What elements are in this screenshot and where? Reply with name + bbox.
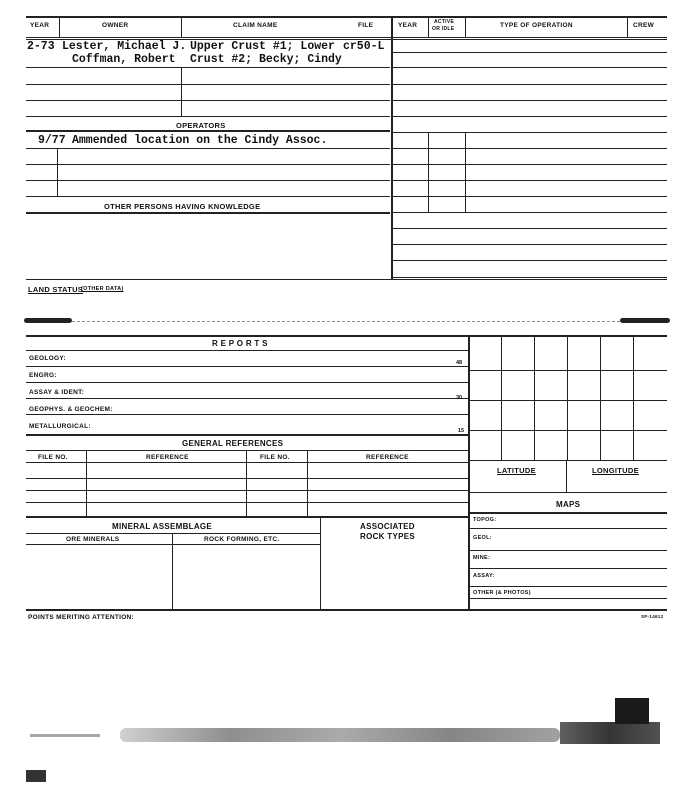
ref-header-file-2: FILE NO.	[260, 454, 290, 461]
report-metallurgical: METALLURGICAL:	[29, 423, 91, 430]
operators-date: 9/77	[38, 134, 66, 147]
header-type-of-operation: TYPE OF OPERATION	[500, 22, 573, 29]
scan-smudge-right	[620, 318, 670, 323]
entry-file: cr50-L	[343, 40, 385, 53]
report-geophys: GEOPHYS. & GEOCHEM:	[29, 406, 113, 413]
rock-forming-header: ROCK FORMING, ETC.	[204, 536, 280, 543]
report-geophys-num: 30	[456, 395, 463, 401]
report-engrg-num: 48	[456, 360, 463, 366]
entry-claim-1: Upper Crust #1; Lower	[190, 40, 335, 53]
maps-topog: TOPOG:	[473, 517, 497, 523]
maps-geol: GEOL:	[473, 535, 492, 541]
land-status-subtitle: (OTHER DATA)	[81, 286, 124, 292]
maps-mine: MINE:	[473, 555, 491, 561]
header-crew: CREW	[633, 22, 655, 29]
entry-year: 2-73	[27, 40, 55, 53]
form-number: SP-14612	[641, 614, 664, 619]
other-persons-title: OTHER PERSONS HAVING KNOWLEDGE	[104, 202, 261, 211]
scan-smudge-left	[24, 318, 72, 323]
header-year: YEAR	[30, 22, 50, 29]
rock-types-label: ROCK TYPES	[360, 532, 416, 541]
ref-header-file-1: FILE NO.	[38, 454, 68, 461]
latitude-label: LATITUDE	[497, 466, 536, 475]
operators-text: Ammended location on the Cindy Assoc.	[72, 134, 328, 147]
maps-assay: ASSAY:	[473, 573, 495, 579]
ref-header-reference-1: REFERENCE	[146, 454, 189, 461]
ore-minerals-header: ORE MINERALS	[66, 536, 120, 543]
header-or-idle: OR IDLE	[432, 26, 455, 32]
operators-title: OPERATORS	[176, 121, 226, 130]
maps-other: OTHER (& PHOTOS)	[473, 590, 531, 596]
header-file: FILE	[358, 22, 374, 29]
entry-owner-1: Lester, Michael J.	[62, 40, 187, 53]
header-owner: OWNER	[102, 22, 129, 29]
points-meriting-attention: POINTS MERITING ATTENTION:	[28, 614, 135, 621]
reports-title: R E P O R T S	[212, 339, 268, 348]
header-claim-name: CLAIM NAME	[233, 22, 278, 29]
land-status-title: LAND STATUS	[28, 285, 84, 294]
mineral-assemblage-title: MINERAL ASSEMBLAGE	[112, 522, 213, 531]
report-side-num: 15	[458, 428, 465, 434]
report-engrg: ENGRG:	[29, 372, 57, 379]
associated-label: ASSOCIATED	[360, 522, 415, 531]
general-references-title: GENERAL REFERENCES	[182, 439, 284, 448]
report-assay: ASSAY & IDENT:	[29, 389, 85, 396]
entry-claim-2: Crust #2; Becky; Cindy	[190, 53, 342, 66]
maps-title: MAPS	[556, 500, 581, 509]
report-geology: GEOLOGY:	[29, 355, 66, 362]
header-active: ACTIVE	[434, 19, 455, 25]
entry-owner-2: Coffman, Robert	[72, 53, 176, 66]
longitude-label: LONGITUDE	[592, 466, 639, 475]
header-year-2: YEAR	[398, 22, 418, 29]
ref-header-reference-2: REFERENCE	[366, 454, 409, 461]
